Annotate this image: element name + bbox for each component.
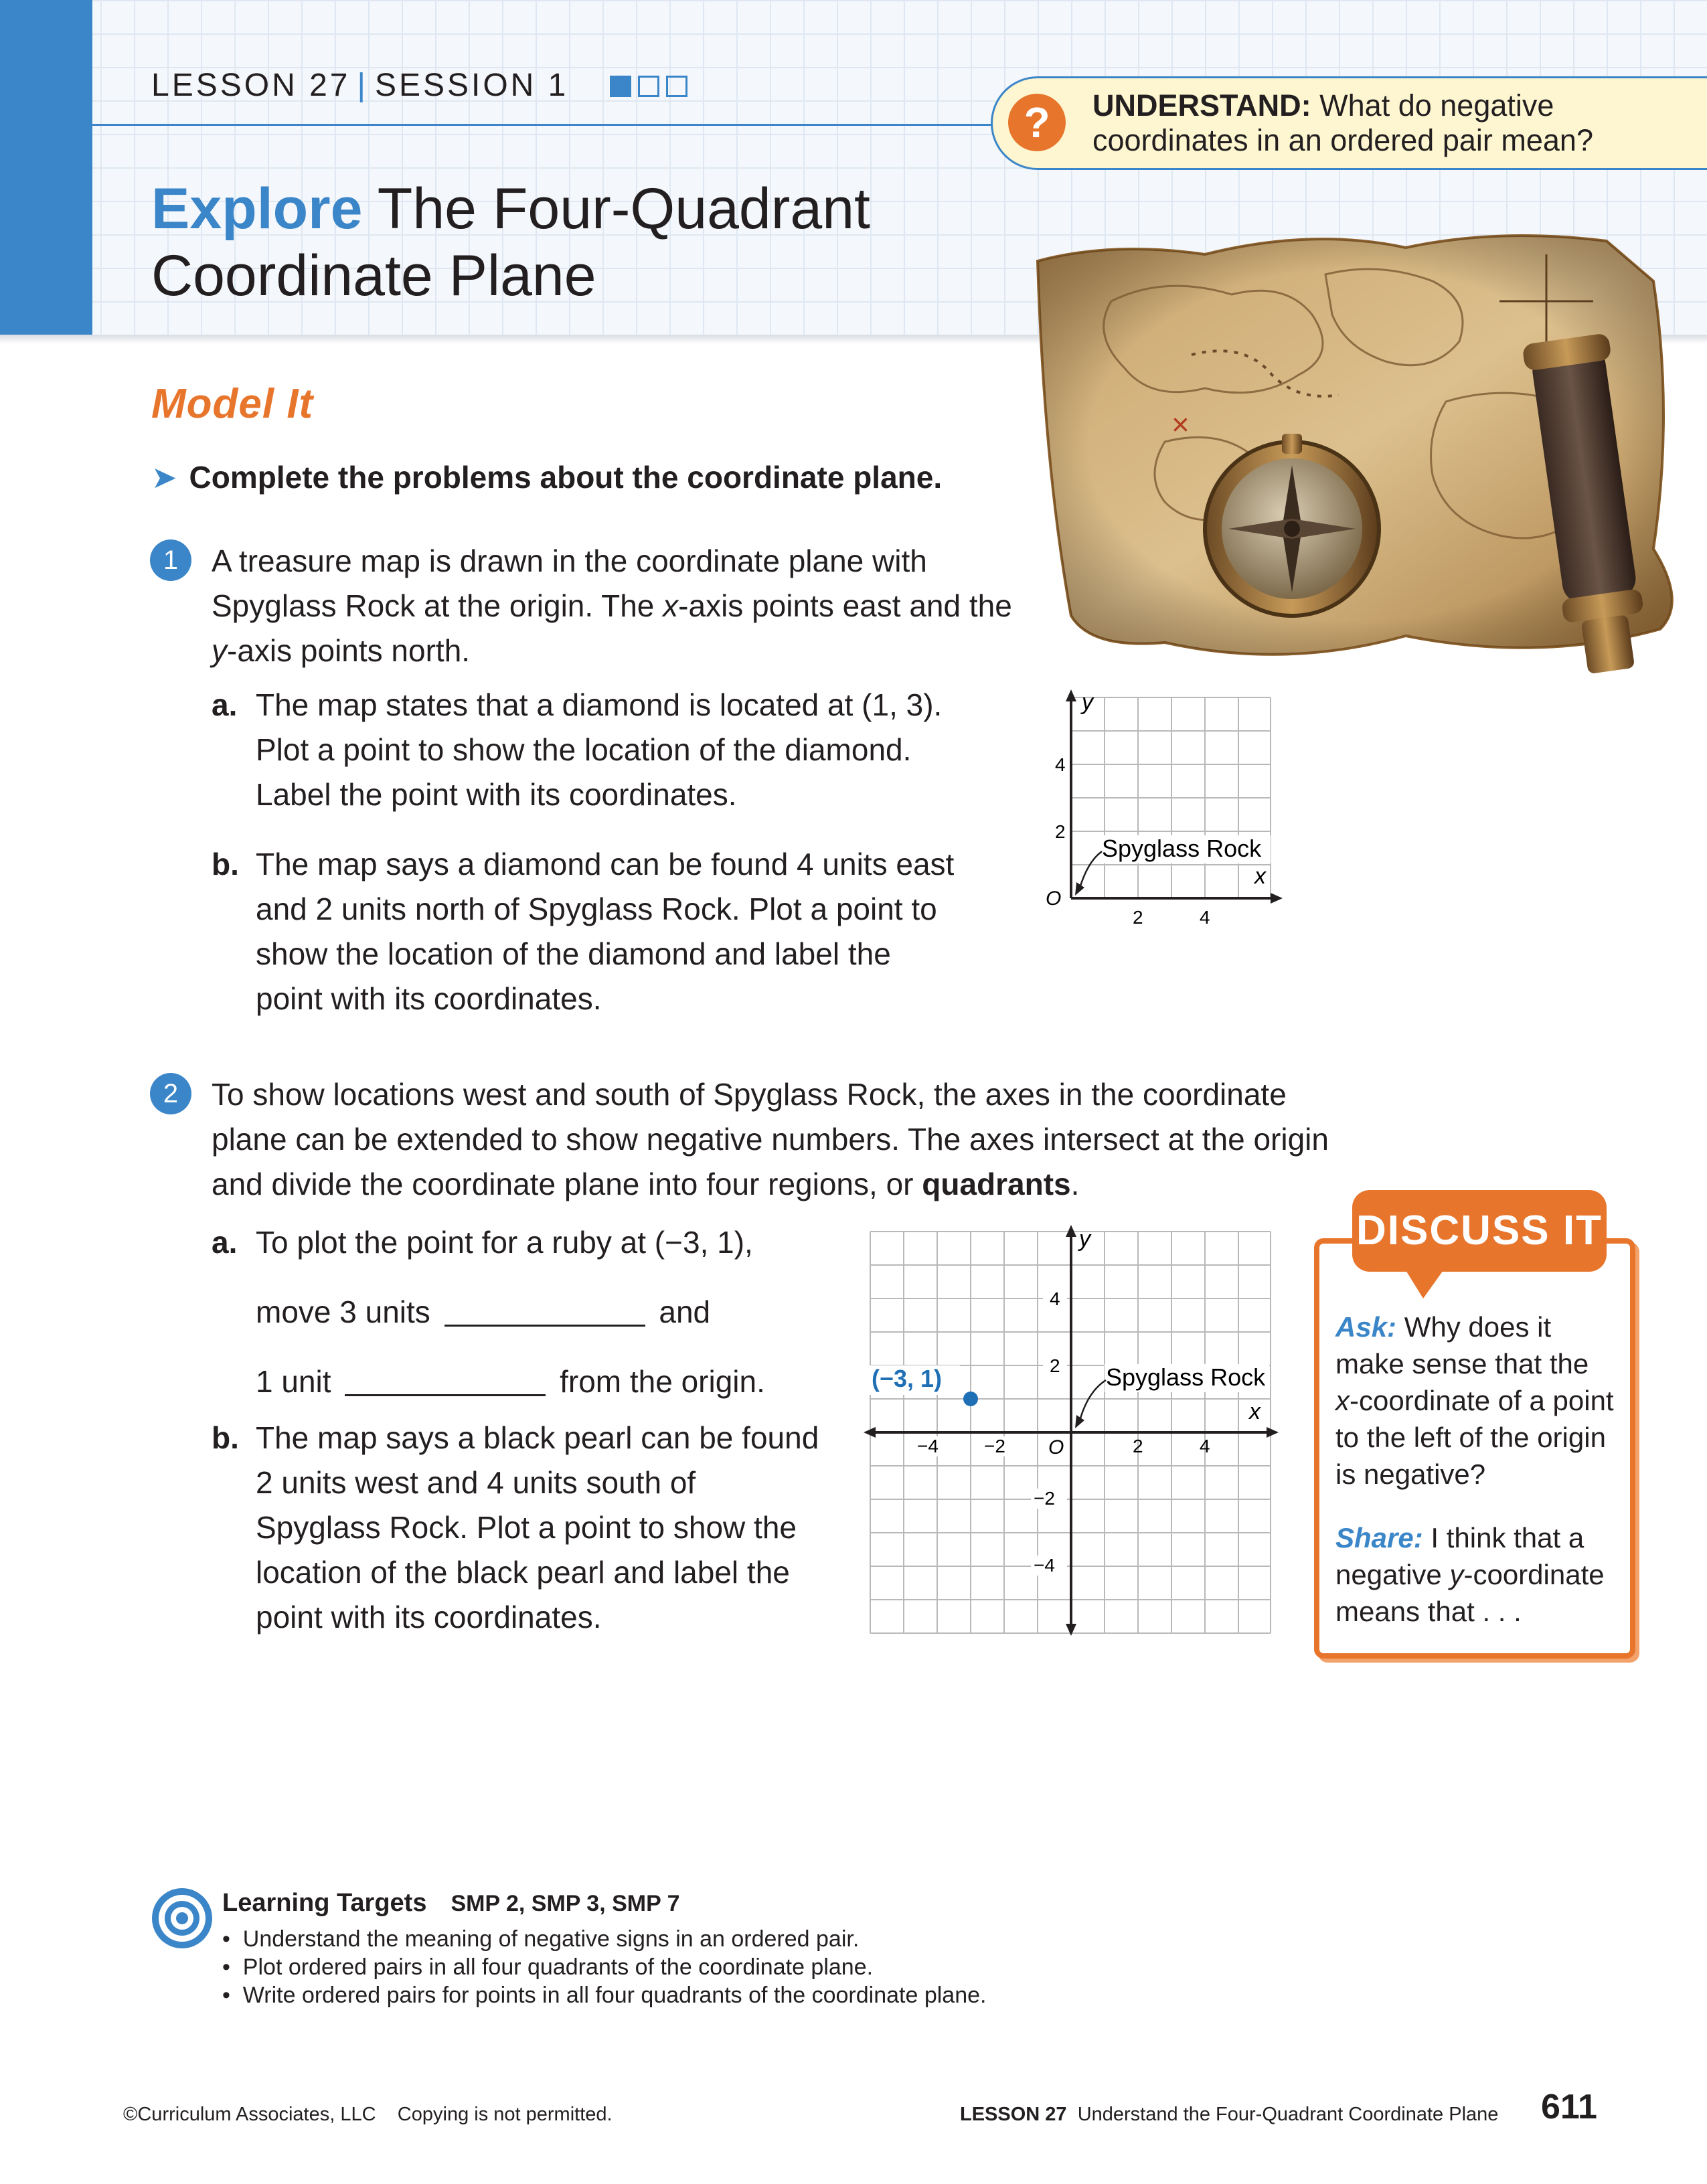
text-line: Label the point with its coordinates. (256, 777, 737, 812)
part-label: a. (212, 687, 238, 722)
problem2b-text (256, 1416, 858, 1640)
graph2-callout-arrow (1079, 1380, 1106, 1423)
graph1-grid (1071, 697, 1271, 898)
text-line: x-coordinate of a point (1335, 1385, 1614, 1416)
graph1-x-tick: 2 (1133, 907, 1143, 924)
section-heading-model-it: Model It (151, 381, 314, 427)
graph1-callout: Spyglass Rock (1102, 835, 1262, 862)
text-line: Spyglass Rock. Plot a point to show the (256, 1510, 797, 1545)
point-ruby[interactable] (963, 1392, 978, 1406)
answer-blank-direction-1[interactable] (444, 1294, 645, 1327)
text-line: Share: I think that a (1335, 1522, 1584, 1553)
graph1-y-tick: 4 (1055, 754, 1066, 775)
text-line: The map says a black pearl can be found (256, 1420, 819, 1455)
problem1a-text (256, 683, 992, 817)
part-label: b. (212, 847, 239, 881)
graph2-x-tick: −2 (984, 1436, 1005, 1456)
lesson-number: LESSON 27 (151, 68, 351, 103)
session-square-empty (638, 76, 659, 97)
treasure-map-illustration (1031, 201, 1694, 683)
page-title (151, 175, 870, 309)
text-line: means that . . . (1335, 1596, 1522, 1627)
list-item: • Understand the meaning of negative signs in an ordered pair. (222, 1926, 860, 1952)
graph2-origin-label: O (1048, 1436, 1064, 1458)
title-explore: Explore (151, 177, 363, 241)
graph1-x-label: x (1254, 863, 1266, 889)
session-number: SESSION 1 (374, 68, 569, 103)
graph2-x-tick: 4 (1200, 1436, 1210, 1456)
footer-lesson: LESSON 27 Understand the Four-Quadrant Coordinate Plane (960, 2104, 1499, 2125)
discuss-it-title: DISCUSS IT (1352, 1190, 1607, 1272)
part-label: a. (212, 1225, 238, 1260)
problem2a-line3: 1 unit from the origin. (256, 1364, 765, 1399)
answer-blank-direction-2[interactable] (345, 1363, 546, 1396)
problem1-line: Spyglass Rock at the origin. The x-axis points east and the (212, 588, 1012, 623)
point-label-ruby: (−3, 1) (872, 1365, 943, 1392)
problem-number-badge: 2 (150, 1073, 191, 1114)
session-square-empty (666, 76, 687, 97)
graph2-y-tick: 2 (1050, 1355, 1060, 1376)
text-line: negative y-coordinate (1335, 1559, 1605, 1590)
map-x-mark: × (1171, 407, 1190, 442)
text-line: and divide the coordinate plane into four regions, or quadrants. (212, 1167, 1080, 1201)
question-icon: ? (1008, 94, 1066, 151)
graph1-callout-arrow (1079, 851, 1102, 890)
instruction-text: Complete the problems about the coordinate plane. (189, 460, 943, 495)
graph2-callout: Spyglass Rock (1106, 1363, 1266, 1391)
title-line2: Coordinate Plane (151, 244, 596, 308)
graph2-x-tick: −4 (917, 1436, 939, 1456)
graph2-y-tick: −2 (1034, 1488, 1055, 1509)
graph-first-quadrant[interactable] (1031, 689, 1285, 924)
target-icon (150, 1886, 214, 1950)
understand-text (1092, 88, 1695, 158)
list-item: • Write ordered pairs for points in all four quadrants of the coordinate plane. (222, 1983, 987, 2008)
problem1b-text (256, 842, 992, 1021)
list-item: • Plot ordered pairs in all four quadrants of the coordinate plane. (222, 1954, 874, 1980)
learning-targets-title: Learning Targets (222, 1889, 427, 1917)
title-line1: The Four-Quadrant (377, 177, 870, 241)
page-number: 611 (1541, 2088, 1597, 2126)
text-line: plane can be extended to show negative numbers. The axes intersect at the origin (212, 1122, 1329, 1157)
graph1-x-tick: 4 (1200, 907, 1210, 924)
text-line: To show locations west and south of Spyglass Rock, the axes in the coordinate (212, 1077, 1287, 1112)
text-line: The map says a diamond can be found 4 units east (256, 847, 955, 881)
text-line: 2 units west and 4 units south of (256, 1465, 696, 1500)
understand-label: UNDERSTAND: (1092, 88, 1311, 122)
graph-four-quadrant[interactable] (864, 1225, 1292, 1640)
graph1-y-label: y (1082, 689, 1093, 715)
part-label: b. (212, 1420, 239, 1455)
graph1-y-tick: 2 (1055, 821, 1066, 842)
graph2-x-label: x (1249, 1399, 1261, 1424)
instruction (151, 459, 942, 495)
graph2-y-tick: −4 (1034, 1555, 1055, 1576)
header-blue-bar (0, 0, 92, 335)
graph1-origin-label: O (1046, 888, 1062, 910)
text-line: Ask: Why does it (1335, 1311, 1552, 1343)
arrow-right-icon: ➤ (151, 460, 177, 495)
understand-line1: What do negative (1319, 88, 1554, 122)
discuss-it-text (1335, 1309, 1617, 1630)
discuss-it-tail (1406, 1270, 1443, 1298)
text-line: to the left of the origin (1335, 1422, 1606, 1453)
problem2a-line1: To plot the point for a ruby at (−3, 1), (256, 1225, 753, 1260)
graph2-y-tick: 4 (1050, 1288, 1060, 1309)
problem1-line: A treasure map is drawn in the coordinate plane with (212, 543, 927, 578)
text-line: show the location of the diamond and label the (256, 936, 891, 971)
problem2-stem (212, 1072, 1416, 1207)
text-line: point with its coordinates. (256, 1600, 602, 1634)
learning-targets-list (222, 1925, 986, 2009)
problem1-stem (212, 539, 1048, 673)
lesson-session-label (151, 67, 687, 104)
text-line: The map states that a diamond is located at (1, 3). (256, 687, 943, 722)
text-line: Plot a point to show the location of the diamond. (256, 732, 912, 767)
divider: | (357, 68, 368, 103)
learning-targets-heading (222, 1889, 680, 1918)
graph2-x-tick: 2 (1133, 1436, 1143, 1456)
header-rule (92, 124, 1056, 126)
text-line: point with its coordinates. (256, 981, 602, 1016)
text-line: location of the black pearl and label the (256, 1555, 790, 1590)
smp-list: SMP 2, SMP 3, SMP 7 (451, 1891, 680, 1916)
text-line: and 2 units north of Spyglass Rock. Plot a point to (256, 892, 937, 926)
session-square-filled (610, 76, 631, 97)
text-line: is negative? (1335, 1458, 1486, 1490)
graph2-y-label: y (1079, 1226, 1090, 1252)
text-line: make sense that the (1335, 1348, 1589, 1379)
understand-line2: coordinates in an ordered pair mean? (1092, 123, 1593, 157)
footer-copyright: ©Curriculum Associates, LLC Copying is not permitted. (123, 2104, 613, 2125)
problem2a-line2: move 3 units and (256, 1294, 711, 1329)
problem1-line: y-axis points north. (212, 633, 471, 668)
session-progress (603, 68, 687, 103)
problem-number-badge: 1 (150, 539, 191, 581)
